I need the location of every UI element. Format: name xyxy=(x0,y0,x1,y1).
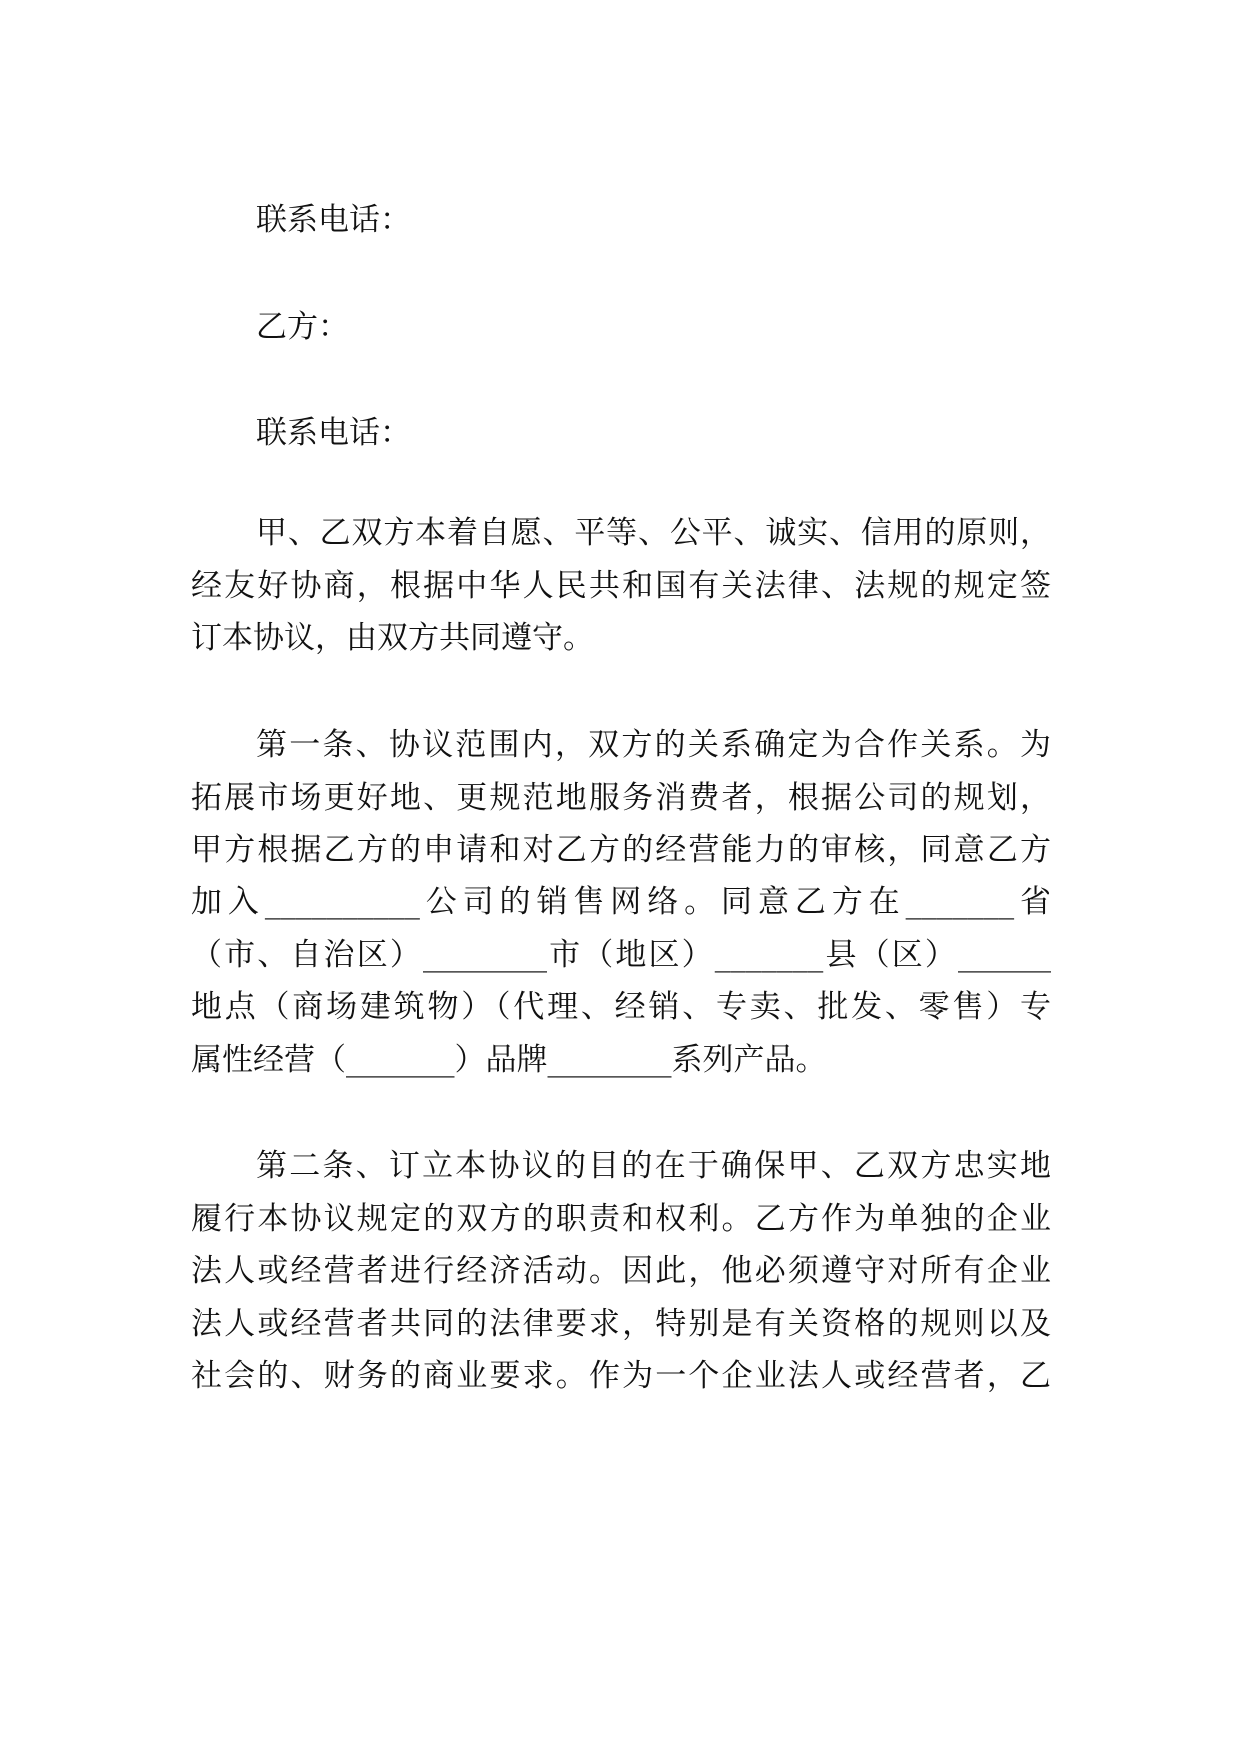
paragraph-line: 属性经营（_______）品牌________系列产品。 xyxy=(191,1042,827,1078)
paragraph-line: 甲方根据乙方的申请和对乙方的经营能力的审核，同意乙方 xyxy=(191,832,1051,868)
contact-phone-label-a: 联系电话： xyxy=(256,202,411,238)
paragraph-line: 甲、乙双方本着自愿、平等、公平、诚实、信用的原则， xyxy=(256,515,1051,551)
paragraph-line: 地点（商场建筑物）（代理、经销、专卖、批发、零售）专 xyxy=(191,989,1051,1025)
contact-phone-label-b: 联系电话： xyxy=(256,415,411,451)
paragraph-line: 第一条、协议范围内，双方的关系确定为合作关系。为 xyxy=(256,727,1051,763)
paragraph-line: 社会的、财务的商业要求。作为一个企业法人或经营者，乙 xyxy=(191,1358,1051,1394)
paragraph-line: （市、自治区）________市（地区）_______县（区）______ xyxy=(191,937,1051,973)
paragraph-line: 加入__________公司的销售网络。同意乙方在_______省 xyxy=(191,884,1051,920)
paragraph-line: 订本协议，由双方共同遵守。 xyxy=(191,620,594,656)
paragraph-line: 经友好协商，根据中华人民共和国有关法律、法规的规定签 xyxy=(191,568,1051,604)
paragraph-line: 拓展市场更好地、更规范地服务消费者，根据公司的规划， xyxy=(191,780,1051,816)
paragraph-line: 第二条、订立本协议的目的在于确保甲、乙双方忠实地 xyxy=(256,1148,1051,1184)
paragraph-line: 法人或经营者共同的法律要求，特别是有关资格的规则以及 xyxy=(191,1306,1051,1342)
paragraph-line: 法人或经营者进行经济活动。因此，他必须遵守对所有企业 xyxy=(191,1253,1051,1289)
paragraph-line: 履行本协议规定的双方的职责和权利。乙方作为单独的企业 xyxy=(191,1201,1051,1237)
party-b-label: 乙方： xyxy=(256,309,349,345)
